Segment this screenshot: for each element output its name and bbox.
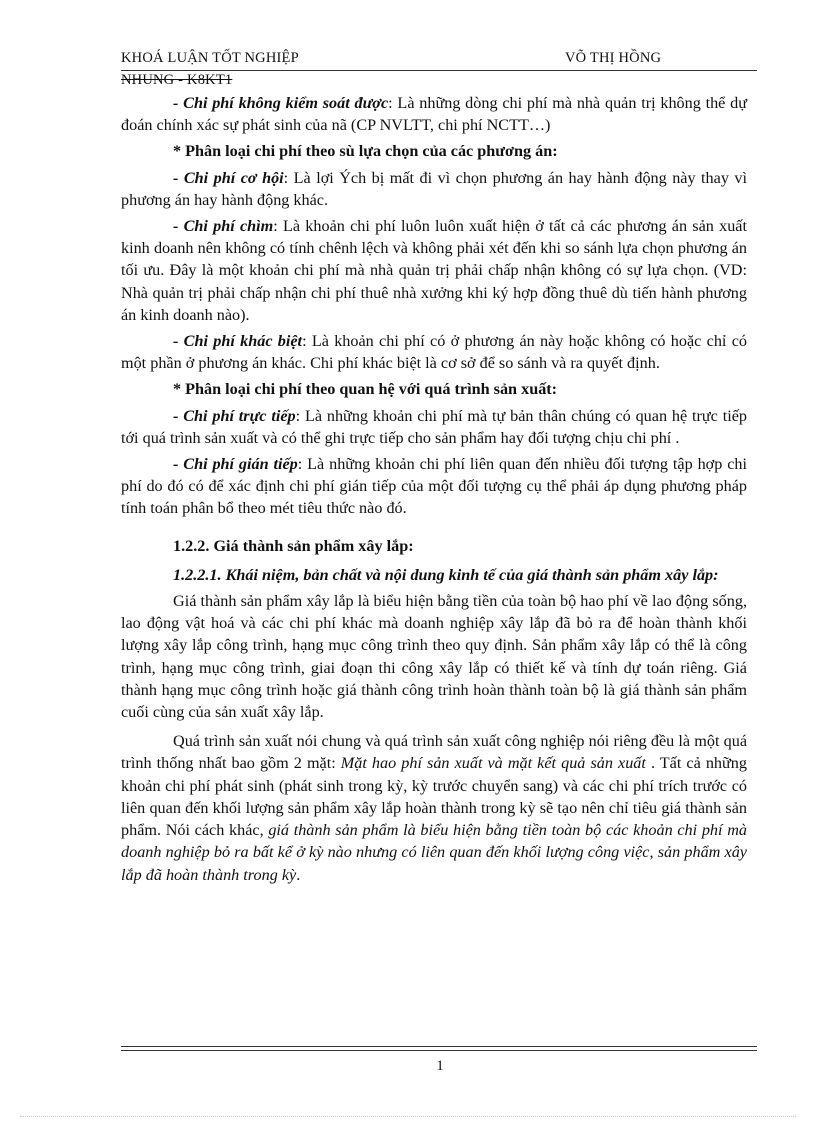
heading-by-choice: * Phân loại chi phí theo sù lựa chọn của các phương án: (173, 142, 558, 161)
footer-rule-double (121, 1050, 757, 1051)
page-bottom-border (20, 1116, 796, 1117)
section-heading-1-2-2: 1.2.2. Giá thành sản phẩm xây lắp: (173, 536, 414, 555)
footer-rule (121, 1046, 757, 1047)
header-author-continuation: NHUNG - K8KT1 (121, 72, 233, 88)
paragraph-production-process: Quá trình sản xuất nói chung và quá trình sản xuất công nghiệp nói riêng đều là một quá trình thống nhất bao gồm 2 mặt: Mặt hao phí sản xuất và mặt kết quả sản xuất . Tất cả những khoản chi phí phát sinh (phát sinh trong kỳ, kỳ trước chuyển sang) và các chi phí trích trước có liên quan đến khối lượng sản phẩm xây lắp hoàn thành trong kỳ sẽ tạo nên chỉ tiêu giá thành sản phẩm. Nói cách khác, giá thành sản phẩm là biểu hiện bằng tiền toàn bộ các khoản chi phí mà doanh nghiệp bỏ ra bất kể ở kỳ nào nhưng có liên quan đến khối lượng công việc, sản phẩm xây lắp đã hoàn thành trong kỳ. (121, 732, 747, 884)
heading-by-production: * Phân loại chi phí theo quan hệ với quá trình sản xuất: (173, 380, 558, 399)
paragraph-direct-cost: - Chi phí trực tiếp: Là những khoản chi phí mà tự bản thân chúng có quan hệ trực tiếp tới quá trình sản xuất và có thể ghi trực tiếp cho sản phẩm hay đối tượng chịu chi phí . (121, 406, 747, 447)
header-rule (121, 70, 757, 71)
paragraph-sunk-cost: - Chi phí chìm: Là khoản chi phí luôn luôn xuất hiện ở tất cả các phương án sản xuất kinh doanh nên không có tính chênh lệch và không phải xét đến khi so sánh lựa chọn phương án tối ưu. Đây là một khoản chi phí mà nhà quản trị phải chấp nhận không có sự lựa chọn. (VD: Nhà quản trị phải chấp nhận chi phí thuê nhà xưởng khi ký hợp đồng thuê dù tiến hành phương án kinh doanh nào). (121, 217, 747, 324)
paragraph-differential-cost: - Chi phí khác biệt: Là khoản chi phí có ở phương án này hoặc không có hoặc chỉ có một phần ở phương án khác. Chi phí khác biệt là cơ sở để so sánh và ra quyết định. (121, 332, 747, 373)
paragraph-indirect-cost: - Chi phí gián tiếp: Là những khoản chi phí liên quan đến nhiều đối tượng tập hợp chi phí do đó có để xác định chi phí gián tiếp của một đối tượng cụ thể phải áp dụng phương pháp tính toán phân bổ theo mét tiêu thức nào đó. (121, 455, 747, 518)
body-content (121, 92, 747, 886)
page-number: 1 (436, 1058, 444, 1074)
paragraph-opportunity-cost: - Chi phí cơ hội: Là lợi Ých bị mất đi vì chọn phương án hay hành động này thay vì phương án hay hành động khác. (121, 168, 747, 209)
paragraph-product-cost-definition: Giá thành sản phẩm xây lắp là biểu hiện bằng tiền của toàn bộ hao phí về lao động sống, lao động vật hoá và các chi phí khác mà doanh nghiệp xây lắp đã bỏ ra để hoàn thành khối lượng xây lắp công trình, hạng mục công trình theo quy định. Sản phẩm xây lắp có thể là công trình, hạng mục công trình, giai đoạn thi công xây lắp có thiết kế và tính dự toán riêng. Giá thành hạng mục công trình hoặc giá thành công trình hoàn thành toàn bộ là giá thành sản phẩm cuối cùng của sản xuất xây lắp. (121, 592, 747, 722)
header-title: KHOÁ LUẬN TỐT NGHIỆP (121, 50, 299, 66)
section-heading-1-2-2-1: 1.2.2.1. Khái niệm, bản chất và nội dung kinh tế của giá thành sản phẩm xây lắp: (173, 565, 719, 584)
header-author: VÕ THỊ HỒNG (565, 50, 662, 66)
paragraph-uncontrollable-cost: - Chi phí không kiểm soát được: Là những dòng chi phí mà nhà quản trị không thể dự đoán chính xác sự phát sinh của nã (CP NVLTT, chi phí NCTT…) (121, 94, 747, 135)
